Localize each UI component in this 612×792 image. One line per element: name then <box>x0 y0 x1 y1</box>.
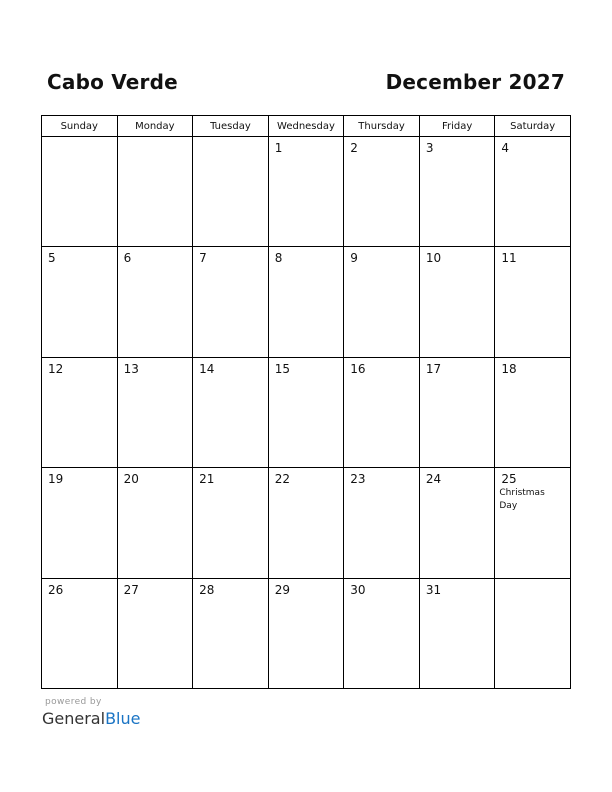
day-cell <box>117 357 193 467</box>
day-cell <box>495 578 571 688</box>
day-cell <box>344 578 420 688</box>
day-number: 21 <box>199 472 215 487</box>
day-number: 28 <box>199 582 215 597</box>
day-number: 14 <box>199 361 215 376</box>
day-number: 5 <box>48 251 56 266</box>
day-number: 19 <box>48 472 64 487</box>
day-cell <box>117 247 193 357</box>
powered-by-label: powered by <box>45 697 102 707</box>
day-number: 22 <box>274 472 290 487</box>
weekday-thursday: Thursday <box>344 116 420 137</box>
day-cell <box>193 247 269 357</box>
month-year-title: December 2027 <box>385 70 565 94</box>
day-number: 15 <box>274 361 290 376</box>
day-cell <box>193 578 269 688</box>
day-cell <box>344 357 420 467</box>
day-cell <box>117 137 193 247</box>
week-row <box>42 247 571 357</box>
brand-general-text: General <box>42 709 106 728</box>
day-number: 4 <box>501 141 510 155</box>
week-row <box>42 357 571 467</box>
day-cell <box>193 357 269 467</box>
day-number: 30 <box>350 582 366 597</box>
day-number: 6 <box>123 251 132 266</box>
day-cell <box>268 578 344 688</box>
day-cell <box>495 247 571 357</box>
weekday-monday: Monday <box>117 116 193 137</box>
day-cell <box>419 137 495 247</box>
day-cell <box>42 578 118 688</box>
day-number: 24 <box>425 472 442 487</box>
day-number: 20 <box>123 472 139 487</box>
day-cell <box>419 247 495 357</box>
holiday-label: Christmas Day <box>499 488 545 512</box>
day-cell <box>495 468 571 578</box>
day-cell <box>419 578 495 688</box>
day-cell <box>419 357 495 467</box>
day-number: 12 <box>48 361 64 376</box>
generalblue-logo <box>42 709 140 728</box>
day-cell <box>344 247 420 357</box>
brand-blue-text: Blue <box>105 709 141 728</box>
day-cell <box>268 247 344 357</box>
weekday-header-row <box>42 116 571 137</box>
weekday-tuesday: Tuesday <box>193 116 269 137</box>
day-number: 29 <box>274 582 290 597</box>
week-row <box>42 578 571 688</box>
day-cell <box>268 137 344 247</box>
day-cell <box>344 137 420 247</box>
day-number: 11 <box>501 251 517 266</box>
day-number: 8 <box>274 251 283 266</box>
weekday-wednesday: Wednesday <box>268 116 344 137</box>
day-number: 17 <box>425 361 442 376</box>
day-cell <box>344 468 420 578</box>
week-row <box>42 468 571 578</box>
day-number: 23 <box>350 472 366 487</box>
day-cell <box>42 468 118 578</box>
day-number: 18 <box>501 361 517 376</box>
day-number: 9 <box>350 251 358 266</box>
day-number: 7 <box>199 251 207 266</box>
day-cell <box>419 468 495 578</box>
weekday-sunday: Sunday <box>42 116 118 137</box>
day-cell <box>42 357 118 467</box>
day-cell <box>42 247 118 357</box>
day-number: 25 <box>501 472 517 487</box>
day-number: 3 <box>425 141 434 155</box>
day-cell <box>117 578 193 688</box>
day-cell <box>495 137 571 247</box>
day-cell <box>193 468 269 578</box>
day-cell <box>193 137 269 247</box>
weekday-friday: Friday <box>419 116 495 137</box>
week-row <box>42 137 571 247</box>
day-number: 31 <box>425 582 442 597</box>
day-number: 26 <box>48 582 64 597</box>
day-cell <box>117 468 193 578</box>
day-number: 27 <box>123 582 139 597</box>
day-cell <box>268 468 344 578</box>
day-number: 13 <box>123 361 139 376</box>
day-number: 2 <box>350 141 358 155</box>
country-title: Cabo Verde <box>47 70 178 94</box>
calendar-grid <box>41 115 571 689</box>
weekday-saturday: Saturday <box>495 116 571 137</box>
day-cell <box>268 357 344 467</box>
day-number: 16 <box>350 361 366 376</box>
day-number: 10 <box>425 251 442 266</box>
day-number: 1 <box>274 141 283 155</box>
day-cell <box>42 137 118 247</box>
day-cell <box>495 357 571 467</box>
